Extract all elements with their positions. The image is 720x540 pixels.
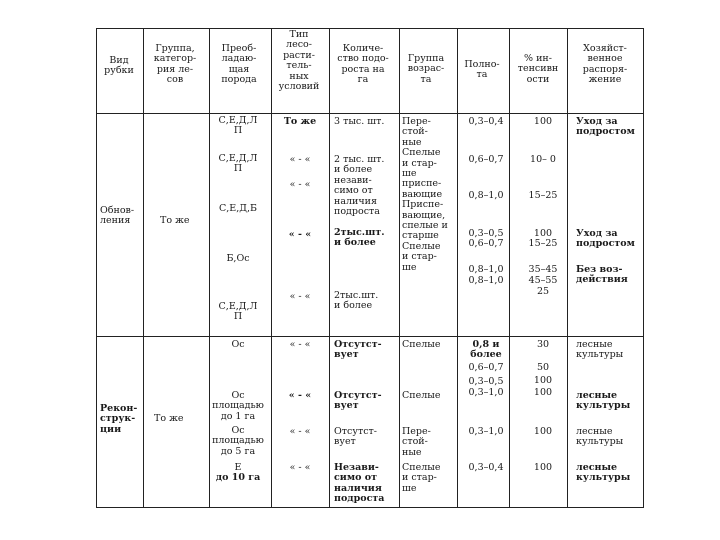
sec1-polnota-5: 0,6–0,7	[468, 238, 504, 249]
sec2-tip-3: « - «	[289, 426, 311, 437]
sec2-kolvo-1: Отсутст- вует	[334, 339, 382, 361]
sec1-intens-1: 100	[533, 116, 553, 127]
sec1-gruppa: То же	[160, 215, 190, 226]
sec1-polnota-4: 0,3–0,5	[468, 228, 504, 239]
sec2-vozrast-1: Спелые	[402, 339, 441, 350]
sec1-poroda-3: С,Е,Д,Б	[219, 203, 257, 214]
sec2-intens-3: 100	[533, 375, 553, 386]
sec1-poroda-5: С,Е,Д,Л П	[218, 301, 258, 323]
sec2-intens-1: 30	[536, 339, 550, 350]
header-gruppa-vozrasta: Группа возрас- та	[407, 53, 445, 85]
sec1-tip-4: « - «	[288, 229, 312, 240]
header-intensivnost: % ин- тенсивн ости	[517, 53, 559, 85]
header-hozyaystvo: Хозяйст- венное распоря- жение	[582, 43, 628, 86]
col-divider	[329, 29, 330, 507]
sec1-intens-5: 15–25	[528, 238, 558, 249]
sec2-hoz-1: лесные культуры	[576, 339, 624, 361]
sec1-hoz-2: Уход за подростом	[576, 228, 635, 250]
sec1-polnota-1: 0,3–0,4	[468, 116, 504, 127]
header-poroda: Преоб- ладаю- щая порода	[221, 43, 257, 86]
sec2-polnota-1: 0,8 и более	[470, 339, 502, 361]
sec2-poroda-2: Ос площадью до 1 га	[212, 390, 264, 422]
sec2-intens-5: 100	[533, 426, 553, 437]
sec2-polnota-3: 0,3–0,5	[468, 376, 504, 387]
sec2-tip-1: « - «	[289, 339, 311, 350]
header-kolvo: Количе- ство подо- роста на га	[337, 43, 389, 86]
sec1-tip-1: То же	[283, 116, 317, 127]
sec1-kolvo-4: 2тыс.шт. и более	[334, 290, 379, 312]
sec1-poroda-1: С,Е,Д,Л П	[218, 115, 258, 137]
sec2-gruppa: То же	[154, 413, 184, 424]
sec1-vozrast: Пере- стой- ные Спелые и стар- ше приспе- вающие Приспе- вающие, спелые и старше Спелые и стар- ше	[402, 116, 448, 273]
sec1-polnota-7: 0,8–1,0	[468, 275, 504, 286]
sec1-tip-5: « - «	[289, 291, 311, 302]
sec2-vozrast-4: Спелые и стар- ше	[402, 462, 441, 494]
sec1-polnota-3: 0,8–1,0	[468, 190, 504, 201]
sec2-poroda-1: Ос	[231, 339, 245, 350]
sec2-vid: Рекон- струк- ции	[100, 403, 138, 435]
sec2-vozrast-3: Пере- стой- ные	[402, 426, 431, 458]
sec1-poroda-2: С,Е,Д,Л П	[218, 153, 258, 175]
sec1-intens-3: 15–25	[528, 190, 558, 201]
sec2-tip-2: « - «	[288, 390, 312, 401]
sec1-intens-7: 45–55	[528, 275, 558, 286]
sec1-kolvo-2: 2 тыс. шт. и более незави- симо от наличия подроста	[334, 154, 385, 218]
sec2-kolvo-2: Отсутст- вует	[334, 390, 382, 412]
sec2-intens-4: 100	[533, 387, 553, 398]
header-tip: Тип лесо- расти- тель- ных условий	[278, 29, 320, 93]
sec2-polnota-5: 0,3–1,0	[468, 426, 504, 437]
sec1-polnota-6: 0,8–1,0	[468, 264, 504, 275]
header-gruppa: Группа, категоp- рия ле- сов	[153, 43, 197, 86]
sec2-tip-4: « - «	[289, 462, 311, 473]
sec2-kolvo-3: Отсутст- вует	[334, 426, 377, 448]
sec2-kolvo-4: Незави- симо от наличия подроста	[334, 462, 385, 505]
sec1-hoz-1: Уход за подростом	[576, 116, 635, 138]
header-vid: Вид рубки	[104, 55, 134, 77]
sec1-intens-2: 10– 0	[530, 154, 556, 165]
sec2-intens-6: 100	[533, 462, 553, 473]
col-divider	[271, 29, 272, 507]
header-divider	[97, 113, 643, 114]
sec1-tip-3: « - «	[289, 179, 311, 190]
sec2-poroda-3: Ос площадью до 5 га	[212, 425, 264, 457]
sec2-vozrast-2: Спелые	[402, 390, 441, 401]
section-divider	[97, 336, 643, 337]
sec1-intens-4: 100	[533, 228, 553, 239]
col-divider	[399, 29, 400, 507]
sec2-poroda-4: Е до 10 га	[215, 462, 261, 484]
sec2-polnota-2: 0,6–0,7	[468, 362, 504, 373]
sec2-hoz-4: лесные культуры	[576, 462, 631, 484]
sec1-tip-2: « - «	[289, 154, 311, 165]
header-polnota: Полно- та	[464, 59, 500, 81]
sec1-intens-6: 35–45	[528, 264, 558, 275]
sec2-hoz-2: лесные культуры	[576, 390, 631, 412]
sec1-kolvo-1: 3 тыс. шт.	[334, 116, 385, 127]
col-divider	[143, 29, 144, 507]
sec2-polnota-4: 0,3–1,0	[468, 387, 504, 398]
sec1-intens-8: 25	[536, 286, 550, 297]
sec2-hoz-3: лесные культуры	[576, 426, 624, 448]
sec1-hoz-3: Без воз- действия	[576, 264, 628, 286]
sec2-intens-2: 50	[536, 362, 550, 373]
sec1-poroda-4: Б,Ос	[226, 253, 250, 264]
sec1-polnota-2: 0,6–0,7	[468, 154, 504, 165]
sec2-polnota-6: 0,3–0,4	[468, 462, 504, 473]
sec1-kolvo-3: 2тыс.шт. и более	[334, 227, 385, 249]
sec1-vid: Обнов- ления	[100, 205, 135, 227]
